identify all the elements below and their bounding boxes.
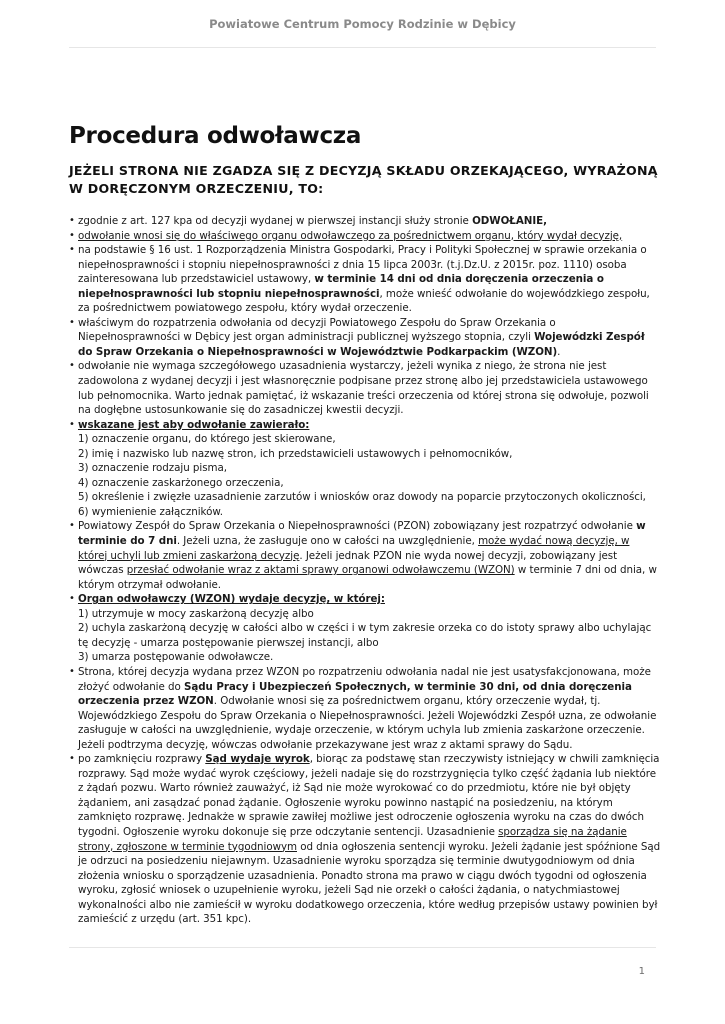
list-item-appeal-contents	[69, 418, 661, 520]
list-item-court-appeal	[69, 665, 661, 752]
text: , może wnieść odwołanie do wojewódzkiego zespołu, za pośrednictwem powiatowego zespołu, który wydał orzeczenie.	[78, 287, 650, 315]
text: po zamknięciu rozprawy	[78, 753, 206, 766]
list-item-legal-basis	[69, 243, 661, 316]
page-title: Procedura odwoławcza	[69, 123, 362, 149]
text: od dnia ogłoszenia sentencji wyroku. Jeżeli żądanie jest spóźnione Sąd je odrzuci na posiedzeniu niejawnym. Uzasadnienie wyroku sporządza się terminie dwutygodniowym od dnia złożenia wniosku o sporządzenie uzasadnienia. Ponadto strona ma prawo w ciągu dwóch tygodni od ogłoszenia wyroku, zgłosić wniosek o uzupełnienie wyroku, jeżeli Sąd nie orzekł o całości żądania, o natychmiastowej wykonalności albo nie zamieścił w wyroku dodatkowego orzeczenia, które według przepisów ustawy powinien był zamieścić z urzędu (art. 351 kpc).	[78, 840, 661, 926]
list-item-appeal-right	[69, 214, 661, 229]
sub-line: 3) oznaczenie rodzaju pisma,	[78, 462, 227, 475]
bold-text: ODWOŁANIE,	[472, 215, 547, 227]
text: właściwym do rozpatrzenia odwołania od decyzji Powiatowego Zespołu do Spraw Orzekania o Niepełnosprawności w Dębicy jest organ administracji publicznej wyższego stopnia, czyli	[78, 316, 556, 344]
list-item-justification	[69, 359, 661, 417]
text: , biorąc za podstawę stan rzeczywisty istniejący w chwili zamknięcia rozprawy. Sąd może wydać wyrok częściowy, jeżeli nadaje się do rozstrzygnięcia tylko część żądania lub niektóre z żądań pozwu. Warto również zauważyć, iż Sąd nie może wyrokować co do przedmiotu, które nie był objęty żądaniem, ani zasądzać ponad żądanie. Ogłoszenie wyroku powinno nastąpić na posiedzeniu, na którym zamknięto rozprawę. Jednakże w sprawie zawiłej możliwe jest odroczenie ogłoszenia wyroku na czas do dwóch tygodni. Ogłoszenie wyroku dokonuje się prze odczytanie sentencji. Uzasadnienie	[78, 753, 660, 838]
document-body	[69, 120, 661, 927]
page-number: 1	[638, 966, 645, 977]
underlined-text: odwołanie wnosi się do właściwego organu odwoławczego za pośrednictwem organu, który wydał decyzję,	[78, 229, 623, 242]
list-item-competent-organ	[69, 316, 661, 360]
text: w terminie 7 dni od dnia, w którym otrzymał odwołanie.	[78, 564, 657, 591]
list-item-court-judgment	[69, 752, 661, 927]
page-footer	[69, 947, 656, 948]
bold-text: w terminie do 7 dni	[78, 520, 646, 548]
list-item-wzon-decision	[69, 592, 661, 665]
underlined-text: może wydać nową decyzję, w której uchyli lub zmieni zaskarżoną decyzję	[78, 535, 630, 562]
bold-underlined-text: Organ odwoławczy (WZON) wydaje decyzję, w której:	[78, 593, 385, 606]
bold-text: Wojewódzki Zespół do Spraw Orzekania o Niepełnosprawności w Województwie Podkarpackim (WZON)	[78, 331, 645, 358]
sub-line: 2) uchyla zaskarżoną decyzję w całości albo w części i w tym zakresie orzeka co do istoty sprawy albo uchylając tę decyzję - umarza postępowanie pierwszej instancji, albo	[78, 622, 652, 649]
text: na podstawie § 16 ust. 1 Rozporządzenia Ministra Gospodarki, Pracy i Polityki Społecznej w sprawie orzekania o niepełnosprawności i stopniu niepełnosprawności z dnia 15 lipca 2003r. (t.j.Dz.U. z 2015r. poz. 1110) osoba zainteresowana lub przedstawiciel ustawowy,	[78, 244, 647, 286]
text: Powiatowy Zespół do Spraw Orzekania o Niepełnosprawności (PZON) zobowiązany jest rozpatrzyć odwołanie	[78, 520, 637, 533]
procedure-list	[69, 214, 661, 927]
section-heading: JEŻELI STRONA NIE ZGADZA SIĘ Z DECYZJĄ SKŁADU ORZEKAJĄCEGO, WYRAŻONĄ W DORĘCZONYM ORZECZENIU, TO:	[69, 163, 658, 196]
text: .	[557, 345, 561, 358]
list-item-pzon	[69, 519, 661, 592]
sub-line: 2) imię i nazwisko lub nazwę stron, ich przedstawicieli ustawowych i pełnomocników,	[78, 447, 513, 460]
list-item-appeal-via-organ	[69, 229, 661, 244]
organization-name: Powiatowe Centrum Pomocy Rodzinie w Dębicy	[209, 17, 516, 31]
text: zgodnie z art. 127 kpa od decyzji wydanej w pierwszej instancji służy stronie	[78, 215, 473, 227]
sub-line: 3) umarza postępowanie odwoławcze.	[78, 651, 274, 664]
sub-line: 4) oznaczenie zaskarżonego orzeczenia,	[78, 476, 284, 489]
bold-text: w terminie 14 dni od dnia doręczenia orzeczenia o niepełnosprawności lub stopniu niepełnosprawności	[78, 273, 604, 300]
sub-line: 1) utrzymuje w mocy zaskarżoną decyzję albo	[78, 607, 314, 620]
sub-line: 6) wymienienie załączników.	[78, 505, 223, 518]
bold-text: Sądu Pracy i Ubezpieczeń Społecznych, w terminie 30 dni, od dnia doręczenia orzeczenia przez WZON	[78, 680, 632, 708]
text: odwołanie nie wymaga szczegółowego uzasadnienia wystarczy, jeżeli wynika z niego, że strona nie jest zadowolona z wydanej decyzji i jest własnoręcznie podpisane przez stronę albo jej przedstawiciela ustawowego lub pełnomocnika. Warto jednak pamiętać, iż wskazanie treści orzeczenia od której strona się odwołuje, pozwoli na dogłębne ustosunkowanie się do zasadniczej kwestii decyzji.	[78, 360, 649, 417]
text: Strona, której decyzja wydana przez WZON po rozpatrzeniu odwołania nadal nie jest usatysfakcjonowana, może złożyć odwołanie do	[78, 665, 651, 693]
underlined-text: przesłać odwołanie wraz z aktami sprawy organowi odwoławczemu (WZON)	[126, 564, 515, 577]
underlined-text: sporządza się na żądanie strony, zgłoszone w terminie tygodniowym	[78, 825, 627, 853]
bold-underlined-text: wskazane jest aby odwołanie zawierało:	[78, 418, 310, 431]
sub-line: 5) określenie i zwięzłe uzasadnienie zarzutów i wniosków oraz dowody na poparcie przytoczonych okoliczności,	[78, 491, 646, 504]
text: . Odwołanie wnosi się za pośrednictwem organu, który orzeczenie wydał, tj. Wojewódzkiego Zespołu do Spraw Orzekania o Niepełnosprawności. Jeżeli Wojewódzki Zespół uzna, ze odwołanie zasługuje w całości na uwzględnienie, wydaje orzeczenie, w którym uchyla lub zmienia zaskarżone orzeczenie. Jeżeli podtrzyma decyzję, wówczas odwołanie przekazywane jest wraz z aktami sprawy do Sądu.	[78, 695, 657, 751]
text: . Jeżeli jednak PZON nie wyda nowej decyzji, zobowiązany jest wówczas	[78, 549, 618, 577]
sub-line: 1) oznaczenie organu, do którego jest skierowane,	[78, 433, 336, 446]
bold-underlined-text: Sąd wydaje wyrok	[205, 753, 310, 766]
text: . Jeżeli uzna, że zasługuje ono w całości na uwzględnienie,	[176, 535, 479, 548]
page-header	[69, 12, 656, 48]
